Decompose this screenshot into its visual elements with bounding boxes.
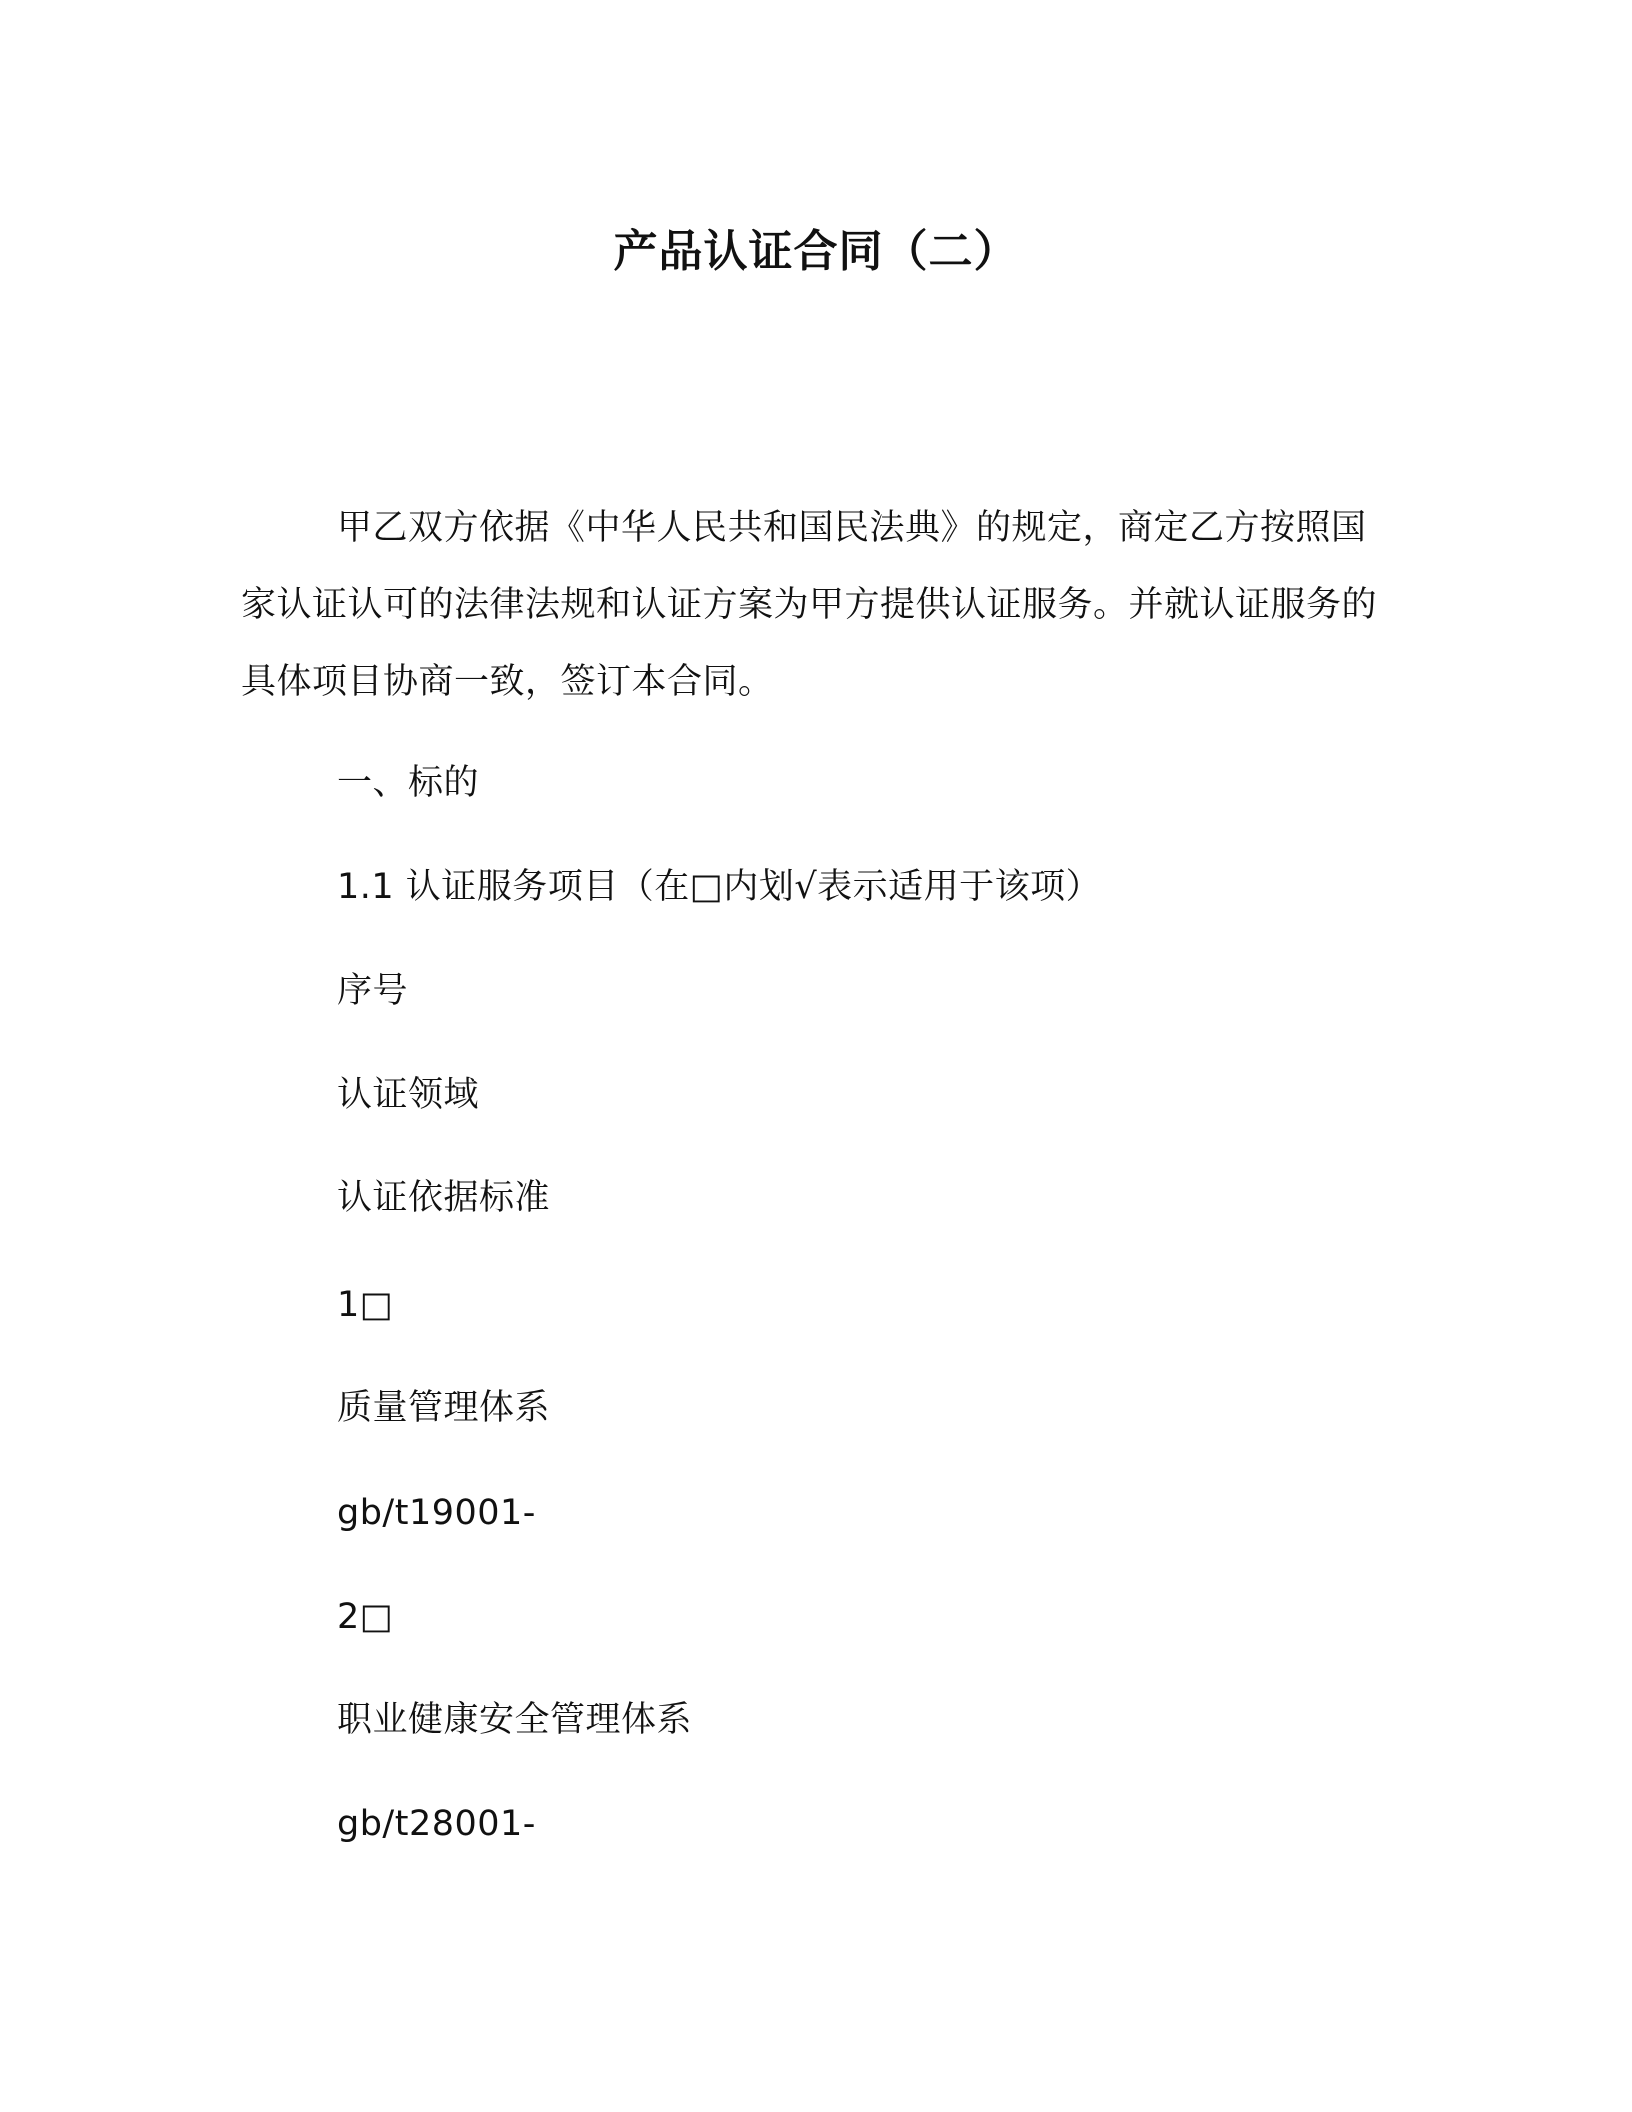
row-2-standard: gb/t28001- [337,1804,536,1844]
table-header-standard: 认证依据标准 [337,1178,551,1218]
table-header-no: 序号 [337,971,409,1011]
row-2-field: 职业健康安全管理体系 [337,1700,693,1740]
clause-1-1: 1.1 认证服务项目（在□内划√表示适用于该项） [337,867,1102,907]
intro-paragraph: 甲乙双方依据《中华人民共和国民法典》的规定，商定乙方按照国家认证认可的法律法规和认证方案为甲方提供认证服务。并就认证服务的具体项目协商一致，签订本合同。 [241,508,1378,702]
row-1-field: 质量管理体系 [337,1388,551,1428]
document-title: 产品认证合同（二） [613,226,1019,277]
row-1-no: 1□ [337,1285,394,1325]
section-heading: 一、标的 [337,763,480,803]
row-2-no: 2□ [337,1597,394,1637]
table-header-field: 认证领域 [337,1075,480,1115]
row-1-standard: gb/t19001- [337,1493,536,1533]
